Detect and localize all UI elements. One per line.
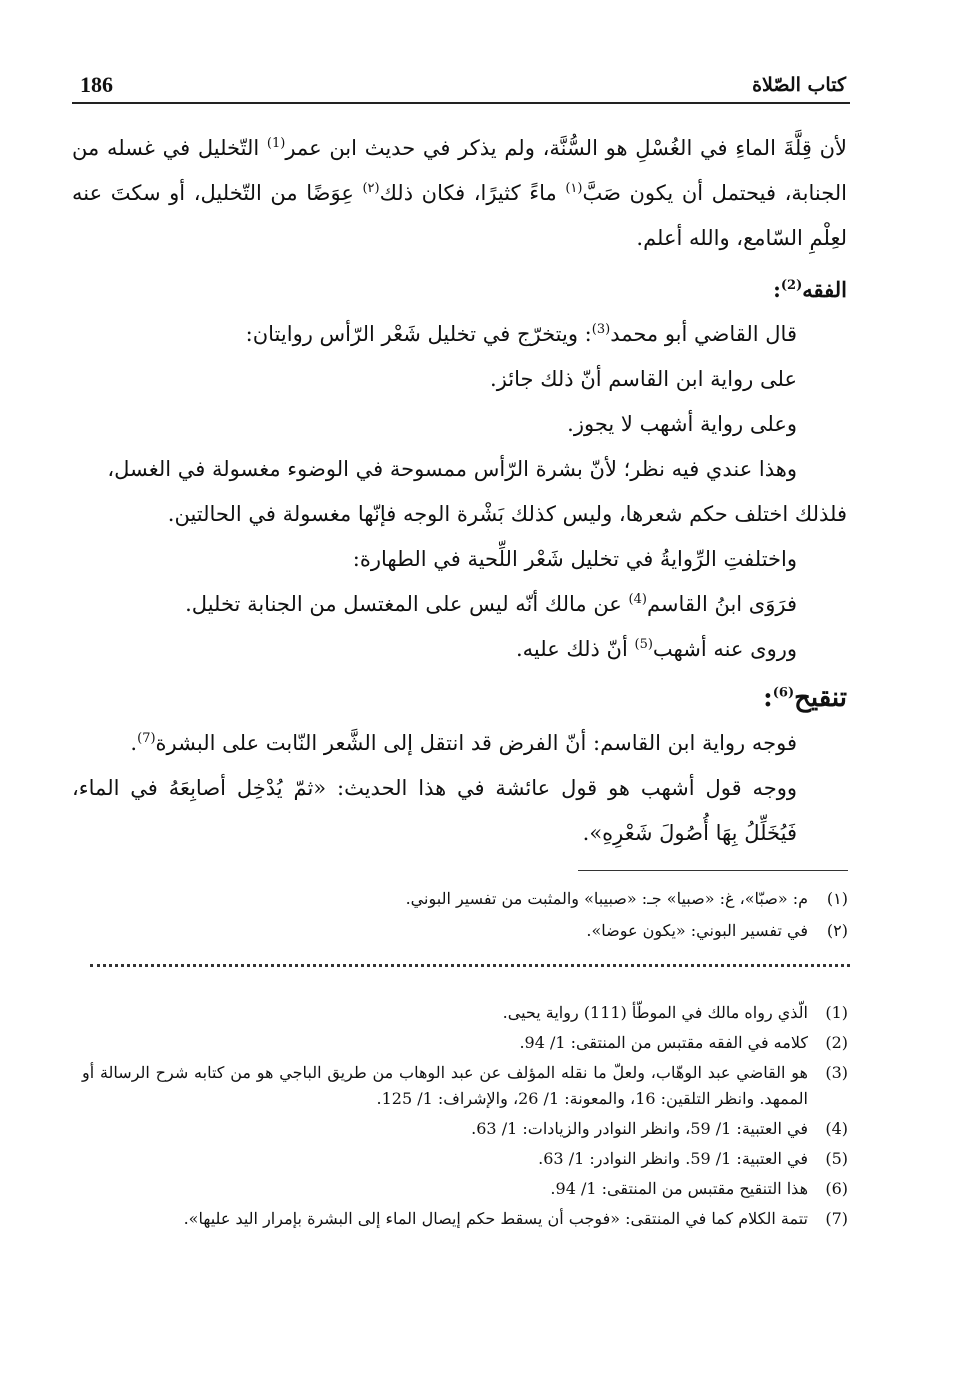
footnote-ref: (٢) bbox=[362, 181, 380, 196]
footnote-ref: (2) bbox=[780, 278, 803, 293]
footnote-text: في العتبية: 1/ 59. وانظر النوادر: 1/ 63. bbox=[538, 1149, 808, 1168]
footnote-item bbox=[82, 1060, 848, 1112]
footnote-text: كلامه في الفقه مقتبس من المنتقى: 1/ 94. bbox=[519, 1033, 808, 1052]
main-text bbox=[72, 126, 847, 856]
footnote-ref: (١) bbox=[565, 181, 583, 196]
footnote-ref: (6) bbox=[772, 685, 795, 701]
footnote-item bbox=[82, 1146, 848, 1172]
footnotes-editor bbox=[82, 1000, 848, 1236]
footnote-number: (4) bbox=[825, 1119, 848, 1138]
footnote-ref: (5) bbox=[634, 637, 653, 652]
footnote-item bbox=[82, 886, 848, 912]
paragraph-intro: لأن قِلَّةَ الماءِ في الغُسْلِ هو السُّنَّة، ولم يذكر في حديث ابن عمر$^{(1)}$ التّخليل في غسله من الجنابة، فيحتمل أن يكون صَبَّ$^{(١)}$ ماءً كثيرًا، فكان ذلك$^{(٢)}$ عِوَضًا من التّخليل، أو سكتَ عنه لعِلْمِ السّامع، والله أعلم. bbox=[72, 136, 847, 250]
paragraph-rawa-ashhab: وروى عنه أشهب$^{(5)}$ أنّ ذلك عليه. bbox=[516, 637, 797, 661]
footnote-number: (7) bbox=[825, 1209, 848, 1228]
page-header bbox=[72, 66, 850, 104]
footnote-number: (6) bbox=[825, 1179, 848, 1198]
footnote-number: (3) bbox=[825, 1063, 848, 1082]
footnote-item bbox=[82, 1116, 848, 1142]
footnote-ref: (4) bbox=[628, 592, 647, 607]
section-heading-fiqh: الفقه$^{(2)}$: bbox=[773, 277, 847, 302]
footnote-number: (١) bbox=[826, 889, 848, 908]
paragraph-wajh-ibn-qasim: فوجه رواية ابن القاسم: أنّ الفرض قد انتقل إلى الشَّعر النّابت على البشرة$^{(7)}$. bbox=[130, 731, 797, 755]
footnote-text: في العتبية: 1/ 59، وانظر النوادر والزيادات: 1/ 63. bbox=[471, 1119, 808, 1138]
paragraph-wajh-ashhab: ووجه قول أشهب هو قول عائشة في هذا الحديث: «ثمّ يُدْخِل أصابِعَهُ في الماء، فَيُخَلِّلُ بِهَا أُصُولَ شَعْرِهِ». bbox=[72, 776, 797, 845]
paragraph-lihya: واختلفتِ الرِّوايةُ في تخليل شَعْر اللِّحية في الطهارة: bbox=[352, 547, 797, 571]
page-number: 186 bbox=[80, 72, 113, 97]
footnote-text: في تفسير البوني: «يكون عوضا». bbox=[586, 921, 808, 940]
paragraph-ashhab: وعلى رواية أشهب لا يجوز. bbox=[567, 412, 797, 436]
footnote-number: (1) bbox=[825, 1003, 848, 1022]
paragraph-qadi: قال القاضي أبو محمد$^{(3)}$: ويتخرّج في تخليل شَعْر الرّأس روايتان: bbox=[245, 322, 797, 346]
dotted-divider bbox=[90, 964, 850, 967]
footnote-item bbox=[82, 1176, 848, 1202]
footnote-number: (2) bbox=[825, 1033, 848, 1052]
footnote-item bbox=[82, 918, 848, 944]
footnote-text: هذا التنقيح مقتبس من المنتقى: 1/ 94. bbox=[550, 1179, 808, 1198]
paragraph-rawa: فرَوَى ابنُ القاسم$^{(4)}$ عن مالك أنّه ليس على المغتسل من الجنابة تخليل. bbox=[185, 592, 797, 616]
footnote-number: (5) bbox=[825, 1149, 848, 1168]
footnote-ref: (3) bbox=[591, 322, 611, 337]
footnote-number: (٢) bbox=[826, 921, 848, 940]
paragraph-nazar: وهذا عندي فيه نظر؛ لأنّ بشرة الرّأس ممسوحة في الوضوء مغسولة في الغسل، bbox=[107, 457, 797, 481]
footnote-ref: (7) bbox=[137, 731, 156, 746]
footnote-ref: (1) bbox=[266, 136, 286, 151]
footnote-item bbox=[82, 1000, 848, 1026]
section-heading-tanqih: تنقيح$^{(6)}$: bbox=[763, 683, 847, 713]
footnote-text: الّذي رواه مالك في الموطّأ (111) رواية يحيى. bbox=[502, 1003, 808, 1022]
running-title: كتاب الصّلاة bbox=[752, 74, 846, 96]
footnote-text: هو القاضي عبد الوهّاب، ولعلّ ما نقله المؤلف عن عبد الوهاب من طريق الباجي هو من كتابه شرح الرسالة أو الممهد. وانظر التلقين: 16، والمعونة: 1/ 26، والإشراف: 1/ 125. bbox=[82, 1063, 808, 1108]
footnote-item bbox=[82, 1030, 848, 1056]
paragraph-hukm: فلذلك اختلف حكم شعرها، وليس كذلك بَشْرة الوجه فإنّها مغسولة في الحالتين. bbox=[167, 502, 847, 526]
footnote-item bbox=[82, 1206, 848, 1232]
footnote-text: تتمة الكلام كما في المنتقى: «فوجب أن يسقط حكم إيصال الماء إلى البشرة بإمرار اليد عليها». bbox=[183, 1209, 808, 1228]
footnote-separator bbox=[578, 870, 848, 871]
paragraph-ibn-qasim: على رواية ابن القاسم أنّ ذلك جائز. bbox=[490, 367, 797, 391]
footnotes-manuscript bbox=[82, 886, 848, 950]
footnote-text: م: «صبّا»، غ: «صبيا» جـ: «صبيبا» والمثبت من تفسير البوني. bbox=[405, 889, 808, 908]
